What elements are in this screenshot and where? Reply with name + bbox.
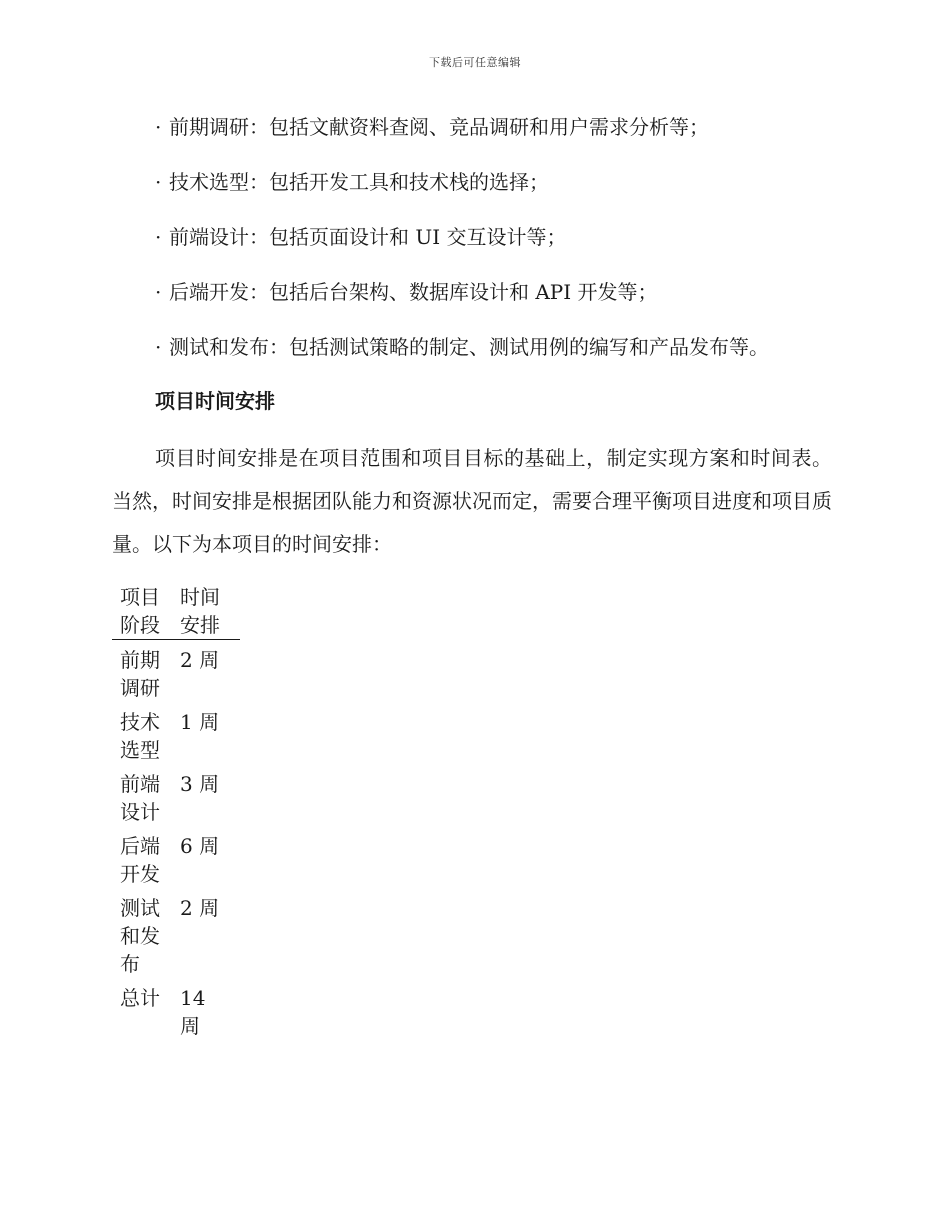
- column-header-phase: 项目阶段: [112, 583, 172, 640]
- bullet-item-backend: [155, 275, 855, 309]
- bullet-text: 前端设计：包括页面设计和 UI 交互设计等；: [169, 225, 567, 249]
- section-paragraph: 项目时间安排是在项目范围和项目目标的基础上，制定实现方案和时间表。当然，时间安排是根据团队能力和资源状况而定，需要合理平衡项目进度和项目质量。以下为本项目的时间安排：: [112, 446, 832, 556]
- table-row-total: [112, 984, 240, 1046]
- bullet-marker: ·: [155, 225, 162, 249]
- cell-phase: 测试和发布: [120, 896, 160, 976]
- bullet-marker: ·: [155, 115, 162, 139]
- cell-time: 1 周: [180, 710, 220, 734]
- cell-phase: 后端开发: [120, 834, 160, 886]
- bullet-marker: ·: [155, 335, 162, 359]
- cell-phase: 前期调研: [120, 648, 160, 700]
- cell-time: 2 周: [180, 896, 220, 920]
- bullet-text: 测试和发布：包括测试策略的制定、测试用例的编写和产品发布等。: [169, 335, 769, 359]
- table-row: [112, 708, 240, 770]
- bullet-item-research: [155, 110, 855, 144]
- section-heading: 项目时间安排: [155, 389, 275, 413]
- cell-time: 3 周: [180, 772, 220, 796]
- bullet-item-frontend: [155, 220, 855, 254]
- page-header-note: 下载后可任意编辑: [429, 56, 521, 69]
- column-header-time: 时间安排: [172, 583, 240, 640]
- cell-phase: 技术选型: [120, 710, 160, 762]
- phase-bullet-list: [155, 110, 855, 385]
- cell-time: 6 周: [180, 834, 220, 858]
- table-row: [112, 770, 240, 832]
- table-row: [112, 832, 240, 894]
- bullet-text: 技术选型：包括开发工具和技术栈的选择；: [169, 170, 549, 194]
- cell-time: 2 周: [180, 648, 220, 672]
- bullet-item-tech-selection: [155, 165, 855, 199]
- table-row: [112, 894, 240, 984]
- table-header-row: [112, 583, 240, 640]
- cell-phase: 前端设计: [120, 772, 160, 824]
- bullet-text: 后端开发：包括后台架构、数据库设计和 API 开发等；: [169, 280, 658, 304]
- bullet-marker: ·: [155, 170, 162, 194]
- cell-phase: 总计: [120, 986, 160, 1010]
- bullet-item-testing: [155, 330, 855, 364]
- schedule-table: [112, 583, 240, 1046]
- table-row: [112, 640, 240, 709]
- bullet-marker: ·: [155, 280, 162, 304]
- cell-time: 14 周: [180, 986, 206, 1038]
- bullet-text: 前期调研：包括文献资料查阅、竞品调研和用户需求分析等；: [169, 115, 709, 139]
